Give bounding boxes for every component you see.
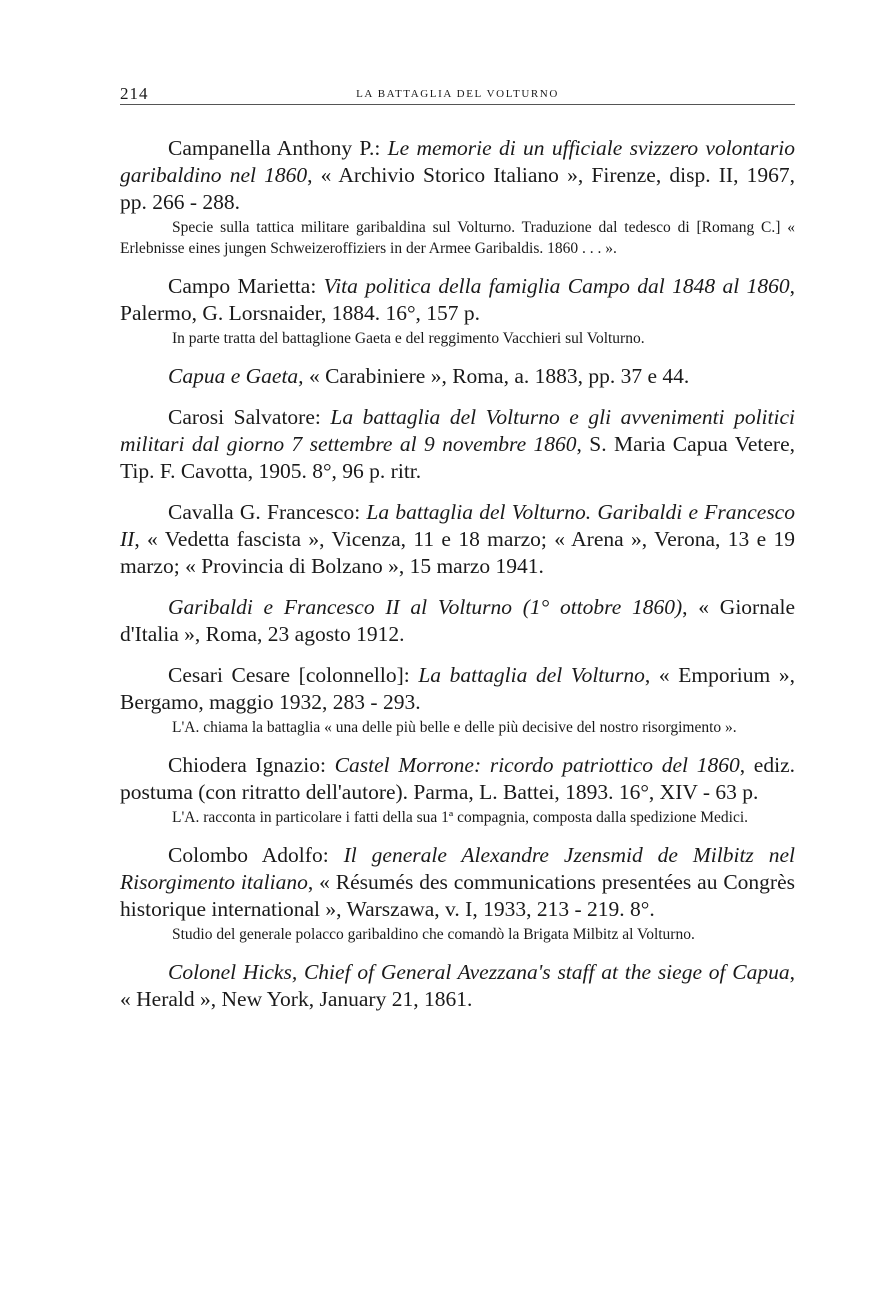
entry-details: , Palermo, G. Lorsnaider, 1884. 16°, 157 p.	[120, 274, 795, 325]
entry-details: , ediz. postuma (con ritratto dell'autore). Parma, L. Battei, 1893. 16°, XIV - 63 p.	[120, 753, 795, 804]
page-number: 214	[120, 84, 149, 103]
bibliography-entry	[120, 959, 795, 1013]
citation	[120, 363, 795, 390]
entry-title: Castel Morrone: ricordo patriottico del 1860	[334, 753, 740, 777]
entry-author: Campanella Anthony P.:	[168, 136, 388, 160]
entry-title: Colonel Hicks, Chief of General Avezzana's staff at the siege of Capua	[168, 960, 790, 984]
entry-title: La battaglia del Volturno. Garibaldi e Francesco II	[120, 500, 795, 551]
entry-note: L'A. racconta in particolare i fatti della sua 1ª compagnia, composta dalla spedizione Medici.	[172, 809, 749, 826]
entry-title: Garibaldi e Francesco II al Volturno (1° ottobre 1860)	[168, 595, 683, 619]
bibliography-entry	[120, 842, 795, 945]
entry-details: , « Giornale d'Italia », Roma, 23 agosto 1912.	[120, 595, 796, 646]
bibliography-entry	[120, 363, 795, 390]
page-header	[120, 78, 795, 105]
entry-author: Campo Marietta:	[168, 274, 324, 298]
entry-details: , « Herald », New York, January 21, 1861.	[120, 960, 795, 1011]
entry-note: L'A. chiama la battaglia « una delle più belle e delle più decisive del nostro risorgimento ».	[172, 719, 737, 736]
running-title: LA BATTAGLIA DEL VOLTURNO	[356, 88, 559, 100]
entry-details: , « Archivio Storico Italiano », Firenze, disp. II, 1967, pp. 266 - 288.	[120, 163, 796, 214]
book-page	[120, 78, 795, 1027]
entry-title: Vita politica della famiglia Campo dal 1848 al 1860	[323, 274, 790, 298]
bibliography-entry	[120, 752, 795, 828]
entry-details: , S. Maria Capua Vetere, Tip. F. Cavotta, 1905. 8°, 96 p. ritr.	[120, 432, 795, 483]
citation	[120, 499, 795, 580]
entry-title: Le memorie di un ufficiale svizzero volontario garibaldino nel 1860	[120, 136, 795, 187]
entry-details: « Carabiniere », Roma, a. 1883, pp. 37 e 44.	[303, 364, 690, 388]
citation	[120, 135, 795, 216]
entry-title: Capua e Gaeta,	[168, 364, 304, 388]
citation	[120, 404, 795, 485]
entry-note: Specie sulla tattica militare garibaldina sul Volturno. Traduzione dal tedesco di [Romang C.] « Erlebnisse eines jungen Schweizeroffiziers in der Armee Garibaldis. 1860 . . . ».	[120, 219, 795, 257]
entry-details: , « Vedetta fascista », Vicenza, 11 e 18 marzo; « Arena », Verona, 13 e 19 marzo; « Provincia di Bolzano », 15 marzo 1941.	[120, 527, 795, 578]
bibliography-entry	[120, 499, 795, 580]
entry-note: In parte tratta del battaglione Gaeta e del reggimento Vacchieri sul Volturno.	[172, 330, 645, 347]
entry-author: Cavalla G. Francesco:	[168, 500, 367, 524]
entry-author: Chiodera Ignazio:	[168, 753, 335, 777]
entry-title: Il generale Alexandre Jzensmid de Milbitz nel Risorgimento italiano	[120, 843, 795, 894]
bibliography-entry	[120, 404, 795, 485]
citation	[120, 662, 795, 716]
entry-title: La battaglia del Volturno	[418, 663, 645, 687]
bibliography-entry	[120, 594, 795, 648]
citation	[120, 594, 795, 648]
citation	[120, 273, 795, 327]
entry-note: Studio del generale polacco garibaldino che comandò la Brigata Milbitz al Volturno.	[172, 926, 695, 943]
entry-author: Carosi Salvatore:	[168, 405, 331, 429]
entry-author: Colombo Adolfo:	[168, 843, 344, 867]
entry-details: , « Résumés des communications presentées au Congrès historique international », Warszawa, v. I, 1933, 213 - 219. 8°.	[120, 870, 796, 921]
entry-details: , « Emporium », Bergamo, maggio 1932, 283 - 293.	[120, 663, 795, 714]
citation	[120, 842, 795, 923]
citation	[120, 752, 795, 806]
bibliography-entry	[120, 662, 795, 738]
bibliography-list	[120, 135, 795, 1013]
entry-title: La battaglia del Volturno e gli avvenimenti politici militari dal giorno 7 settembre al 9 novembre 1860	[120, 405, 795, 456]
bibliography-entry	[120, 135, 795, 259]
citation	[120, 959, 795, 1013]
bibliography-entry	[120, 273, 795, 349]
entry-author: Cesari Cesare [colonnello]:	[168, 663, 419, 687]
